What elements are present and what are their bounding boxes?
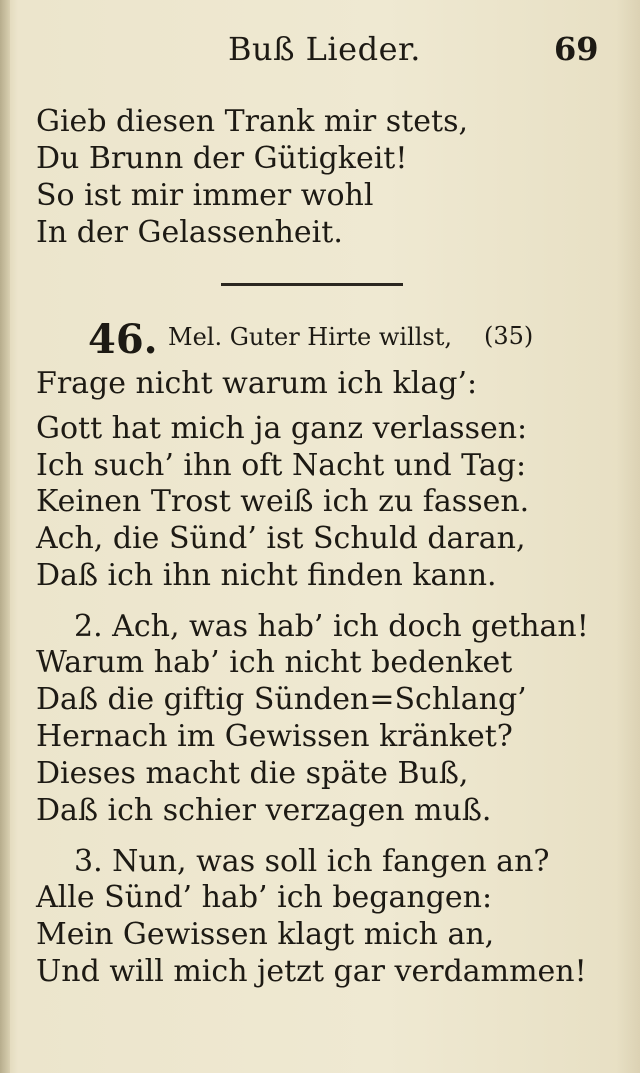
verse-line: Daß ich ihn nicht finden kann. bbox=[36, 558, 497, 593]
page-edge bbox=[0, 0, 10, 1073]
melody-reference: (35) bbox=[484, 322, 534, 350]
verse-line: Mein Gewissen klagt mich an, bbox=[36, 917, 495, 952]
verse-line: Alle Sünd’ hab’ ich begangen: bbox=[36, 880, 493, 915]
verse-line: Du Brunn der Gütigkeit! bbox=[36, 141, 408, 176]
melody-indication: Mel. Guter Hirte willst, bbox=[168, 323, 453, 351]
hymn-number: 46. bbox=[88, 316, 158, 363]
verse-line: Daß ich schier verzagen muß. bbox=[36, 793, 492, 828]
running-header: Buß Lieder. bbox=[228, 30, 421, 68]
verse-line: Warum hab’ ich nicht bedenket bbox=[36, 645, 513, 680]
verse-line: Und will mich jetzt gar verdammen! bbox=[36, 954, 587, 989]
verse-line: Gieb diesen Trank mir stets, bbox=[36, 104, 468, 139]
verse-line: Keinen Trost weiß ich zu fassen. bbox=[36, 484, 530, 519]
verse-line: Frage nicht warum ich klag’: bbox=[36, 366, 478, 401]
section-divider bbox=[221, 283, 403, 286]
verse-line: Hernach im Gewissen kränket? bbox=[36, 719, 513, 754]
page-number: 69 bbox=[554, 30, 599, 68]
verse-line: So ist mir immer wohl bbox=[36, 178, 374, 213]
verse-line: 2. Ach, was hab’ ich doch gethan! bbox=[74, 609, 589, 644]
verse-line: Dieses macht die späte Buß, bbox=[36, 756, 469, 791]
verse-line: Gott hat mich ja ganz verlassen: bbox=[36, 411, 528, 446]
page-shade bbox=[616, 0, 640, 1073]
verse-line: 3. Nun, was soll ich fangen an? bbox=[74, 844, 550, 879]
verse-line: Ach, die Sünd’ ist Schuld daran, bbox=[36, 521, 526, 556]
verse-line: Ich such’ ihn oft Nacht und Tag: bbox=[36, 448, 527, 483]
verse-line: Daß die giftig Sünden=Schlang’ bbox=[36, 682, 527, 717]
verse-line: In der Gelassenheit. bbox=[36, 215, 343, 250]
